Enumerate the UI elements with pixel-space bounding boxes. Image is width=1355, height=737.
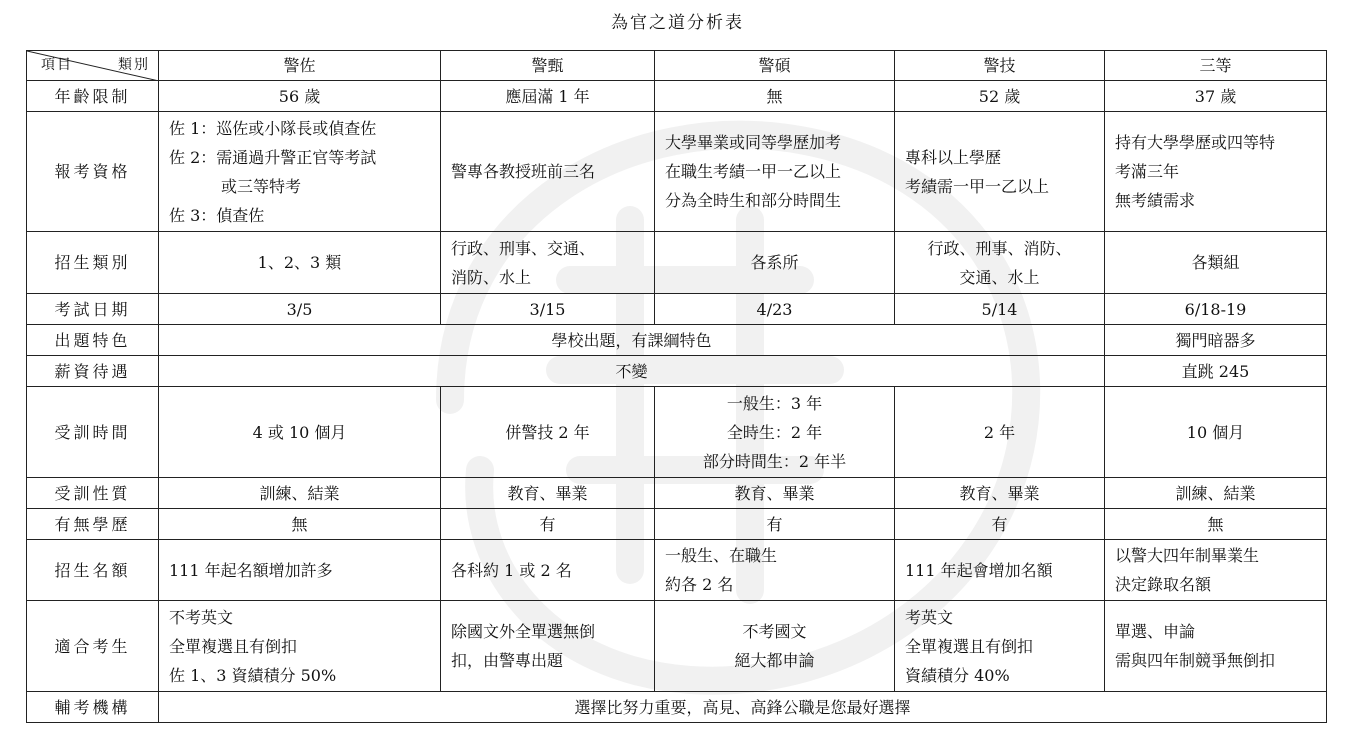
row-label: 報考資格 bbox=[27, 112, 159, 232]
table-cell: 52 歲 bbox=[895, 81, 1105, 112]
cell-line: 佐 2：需通過升警正官等考試 bbox=[169, 147, 377, 167]
cell-line: 以警大四年制畢業生 bbox=[1115, 546, 1260, 565]
cell-line: 併警技 2 年 bbox=[505, 422, 590, 442]
cell-line: 絕大都申論 bbox=[734, 651, 815, 670]
cell-line: 大學畢業或同等學歷加考 bbox=[665, 133, 842, 152]
table-cell: 37 歲 bbox=[1105, 81, 1327, 112]
cell-line: 在職生考績一甲一乙以上 bbox=[665, 162, 842, 181]
row-label: 輔考機構 bbox=[27, 692, 159, 723]
table-cell: 教育、畢業 bbox=[895, 478, 1105, 509]
row-categories bbox=[27, 232, 1327, 294]
table-cell: 教育、畢業 bbox=[441, 478, 655, 509]
table-cell bbox=[1105, 112, 1327, 232]
cell-line: 警專各教授班前三名 bbox=[451, 162, 596, 181]
column-header: 警甄 bbox=[441, 51, 655, 81]
cell-line: 一般生、在職生 bbox=[665, 546, 778, 565]
column-header: 警技 bbox=[895, 51, 1105, 81]
table-cell: 4/23 bbox=[655, 294, 895, 325]
table-cell bbox=[159, 387, 441, 478]
cell-line: 不考國文 bbox=[742, 622, 807, 641]
row-label: 適合考生 bbox=[27, 601, 159, 692]
table-cell bbox=[1105, 232, 1327, 294]
table-cell bbox=[441, 540, 655, 601]
table-cell: 有 bbox=[895, 509, 1105, 540]
cell-line: 專科以上學歷 bbox=[905, 147, 1002, 167]
table-cell: 有 bbox=[655, 509, 895, 540]
table-cell bbox=[895, 601, 1105, 692]
row-degree bbox=[27, 509, 1327, 540]
table-cell: 5/14 bbox=[895, 294, 1105, 325]
cell-line: 除國文外全單選無倒 bbox=[451, 622, 596, 641]
cell-line: 一般生：3 年 bbox=[726, 393, 823, 413]
row-training-time bbox=[27, 387, 1327, 478]
row-label: 考試日期 bbox=[27, 294, 159, 325]
table-cell bbox=[895, 112, 1105, 232]
cell-line: 各科約 1 或 2 名 bbox=[451, 560, 572, 580]
cell-line: 資績積分 40% bbox=[905, 665, 1010, 685]
cell-line: 消防、水上 bbox=[451, 267, 532, 287]
cell-line: 無考績需求 bbox=[1115, 191, 1196, 210]
table-cell: 無 bbox=[159, 509, 441, 540]
row-suitable bbox=[27, 601, 1327, 692]
table-cell: 3/5 bbox=[159, 294, 441, 325]
table-cell bbox=[655, 112, 895, 232]
cell-line: 考英文 bbox=[905, 607, 954, 627]
cell-line: 考績需一甲一乙以上 bbox=[905, 176, 1050, 196]
column-header: 警碩 bbox=[655, 51, 895, 81]
cell-line: 4 或 10 個月 bbox=[252, 422, 347, 442]
column-header: 警佐 bbox=[159, 51, 441, 81]
table-cell bbox=[159, 232, 441, 294]
corner-cell bbox=[27, 51, 159, 81]
table-cell bbox=[655, 232, 895, 294]
cell-line: 或三等特考 bbox=[221, 176, 302, 196]
cell-line: 扣，由警專出題 bbox=[451, 651, 564, 670]
table-cell: 教育、畢業 bbox=[655, 478, 895, 509]
cell-line: 需與四年制競爭無倒扣 bbox=[1115, 651, 1276, 670]
row-training-nature bbox=[27, 478, 1327, 509]
cell-line: 全單複選且有倒扣 bbox=[905, 636, 1034, 656]
table-cell bbox=[159, 540, 441, 601]
row-quota bbox=[27, 540, 1327, 601]
row-label: 招生類別 bbox=[27, 232, 159, 294]
cell-line: 10 個月 bbox=[1186, 422, 1245, 442]
row-label: 受訓時間 bbox=[27, 387, 159, 478]
table-cell bbox=[895, 540, 1105, 601]
cell-line: 不考英文 bbox=[169, 607, 234, 627]
row-feature bbox=[27, 325, 1327, 356]
table-cell bbox=[441, 112, 655, 232]
table-cell: 3/15 bbox=[441, 294, 655, 325]
row-label: 薪資待遇 bbox=[27, 356, 159, 387]
document-title: 為官之道分析表 bbox=[611, 13, 744, 33]
table-cell bbox=[895, 387, 1105, 478]
row-qualification bbox=[27, 112, 1327, 232]
cell-line: 111 年起會增加名額 bbox=[905, 560, 1053, 580]
cell-line: 分為全時生和部分時間生 bbox=[665, 191, 842, 210]
table-cell bbox=[1105, 540, 1327, 601]
cell-line: 1、2、3 類 bbox=[257, 253, 342, 272]
table-cell bbox=[441, 601, 655, 692]
table-cell bbox=[1105, 387, 1327, 478]
cell-line: 佐 3：偵查佐 bbox=[169, 205, 265, 225]
analysis-table bbox=[26, 50, 1327, 723]
table-cell: 無 bbox=[1105, 509, 1327, 540]
cell-line: 行政、刑事、交通、 bbox=[451, 238, 596, 258]
row-age bbox=[27, 81, 1327, 112]
row-label: 招生名額 bbox=[27, 540, 159, 601]
table-cell: 應屆滿 1 年 bbox=[441, 81, 655, 112]
cell-line: 單選、申論 bbox=[1115, 622, 1196, 641]
cell-line: 部分時間生：2 年半 bbox=[702, 451, 847, 471]
row-label: 年齡限制 bbox=[27, 81, 159, 112]
table-cell bbox=[159, 112, 441, 232]
cell-line: 佐 1、3 資績積分 50% bbox=[169, 665, 337, 685]
table-cell: 6/18-19 bbox=[1105, 294, 1327, 325]
cell-line: 111 年起名額增加許多 bbox=[169, 560, 333, 580]
column-header: 三等 bbox=[1105, 51, 1327, 81]
cell-line: 各類組 bbox=[1191, 253, 1240, 272]
table-cell bbox=[441, 387, 655, 478]
corner-item-label: 項目 bbox=[41, 57, 73, 73]
table-cell bbox=[1105, 601, 1327, 692]
header-row bbox=[27, 51, 1327, 81]
table-cell: 無 bbox=[655, 81, 895, 112]
table-cell: 有 bbox=[441, 509, 655, 540]
row-label: 受訓性質 bbox=[27, 478, 159, 509]
table-cell bbox=[655, 540, 895, 601]
cell-line: 行政、刑事、消防、 bbox=[927, 238, 1072, 258]
table-cell: 56 歲 bbox=[159, 81, 441, 112]
cell-line: 約各 2 名 bbox=[665, 575, 734, 594]
cell-line: 持有大學學歷或四等特 bbox=[1115, 133, 1276, 152]
row-exam-date bbox=[27, 294, 1327, 325]
row-salary bbox=[27, 356, 1327, 387]
table-cell: 直跳 245 bbox=[1105, 356, 1327, 387]
cell-line: 全時生：2 年 bbox=[726, 422, 823, 442]
merged-cell: 選擇比努力重要，高見、高鋒公職是您最好選擇 bbox=[159, 692, 1327, 723]
cell-line: 佐 1：巡佐或小隊長或偵查佐 bbox=[169, 118, 377, 138]
cell-line: 決定錄取名額 bbox=[1115, 575, 1212, 594]
row-label: 有無學歷 bbox=[27, 509, 159, 540]
cell-line: 考滿三年 bbox=[1115, 162, 1180, 181]
merged-cell: 不變 bbox=[159, 356, 1105, 387]
table-cell bbox=[655, 601, 895, 692]
table-cell: 獨門暗器多 bbox=[1105, 325, 1327, 356]
cell-line: 各系所 bbox=[750, 253, 799, 272]
cell-line: 全單複選且有倒扣 bbox=[169, 636, 298, 656]
cell-line: 2 年 bbox=[983, 422, 1016, 442]
corner-category-label: 類別 bbox=[118, 57, 150, 73]
row-label: 出題特色 bbox=[27, 325, 159, 356]
table-cell bbox=[441, 232, 655, 294]
row-tutoring bbox=[27, 692, 1327, 723]
table-cell bbox=[159, 601, 441, 692]
table-cell: 訓練、結業 bbox=[159, 478, 441, 509]
table-cell bbox=[895, 232, 1105, 294]
table-cell bbox=[655, 387, 895, 478]
table-cell: 訓練、結業 bbox=[1105, 478, 1327, 509]
cell-line: 交通、水上 bbox=[959, 267, 1040, 287]
merged-cell: 學校出題，有課綱特色 bbox=[159, 325, 1105, 356]
